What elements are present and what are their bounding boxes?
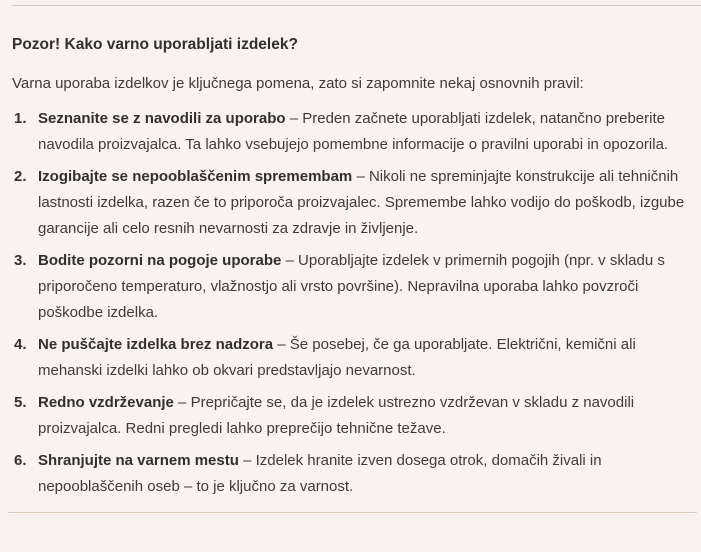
- item-title: Seznanite se z navodili za uporabo: [38, 110, 286, 127]
- item-number: 4.: [14, 336, 27, 353]
- item-body: Uporabljajte izdelek v primernih pogojih (npr. v skladu s priporočeno temperaturo, vlažnostjo ali vrsto površine). Nepravilna uporaba lahko povzroči poškodbe izdelka.: [38, 252, 665, 321]
- item-body: Še posebej, če ga uporabljate. Električni, kemični ali mehanski izdelki lahko ob okvari predstavljajo nevarnost.: [38, 336, 636, 379]
- item-title: Izogibajte se nepooblaščenim spremembam: [38, 168, 353, 185]
- list-item: [14, 106, 689, 158]
- item-dash: –: [277, 336, 286, 353]
- item-number: 2.: [14, 168, 27, 185]
- item-title: Shranjujte na varnem mestu: [38, 452, 239, 469]
- page-heading: Pozor! Kako varno uporabljati izdelek?: [12, 36, 298, 53]
- item-title: Ne puščajte izdelka brez nadzora: [38, 336, 274, 353]
- item-body: Nikoli ne spreminjajte konstrukcije ali tehničnih lastnosti izdelka, razen če to priporoča proizvajalec. Spremembe lahko vodijo do poškodb, izgube garancije ali celo resnih nevarnosti za zdravje in življenje.: [38, 168, 685, 237]
- item-title: Bodite pozorni na pogoje uporabe: [38, 252, 282, 269]
- list-item: [14, 332, 689, 384]
- item-dash: –: [289, 110, 299, 127]
- item-text: [38, 448, 689, 500]
- item-title: Redno vzdrževanje: [38, 394, 174, 411]
- list-item: [14, 448, 689, 500]
- item-number: 3.: [14, 252, 27, 269]
- intro-text: Varna uporaba izdelkov je ključnega pomena, zato si zapomnite nekaj osnovnih pravil:: [12, 75, 584, 92]
- item-text: [38, 164, 689, 242]
- list-item: [14, 164, 689, 242]
- item-number: 5.: [14, 394, 27, 411]
- item-text: [38, 248, 689, 326]
- item-number: 1.: [14, 110, 27, 127]
- safety-rules-list: [0, 106, 701, 500]
- list-item: [14, 390, 689, 442]
- item-body: Prepričajte se, da je izdelek ustrezno vzdrževan v skladu z navodili proizvajalca. Redni pregledi lahko preprečijo tehnične težave.: [38, 394, 635, 437]
- item-dash: –: [243, 452, 252, 469]
- item-number: 6.: [14, 452, 27, 469]
- item-text: [38, 106, 689, 158]
- item-dash: –: [285, 252, 294, 269]
- list-item: [14, 248, 689, 326]
- item-dash: –: [356, 168, 365, 185]
- bottom-divider: [8, 512, 697, 513]
- top-divider: [12, 5, 701, 6]
- item-body: Izdelek hranite izven dosega otrok, domačih živali in nepooblaščenih oseb – to je ključno za varnost.: [38, 452, 602, 495]
- item-text: [38, 332, 689, 384]
- item-body: Preden začnete uporabljati izdelek, natančno preberite navodila proizvajalca. Ta lahko vsebujejo pomembne informacije o pravilni uporabi in opozorila.: [38, 110, 669, 153]
- item-text: [38, 390, 689, 442]
- item-dash: –: [178, 394, 187, 411]
